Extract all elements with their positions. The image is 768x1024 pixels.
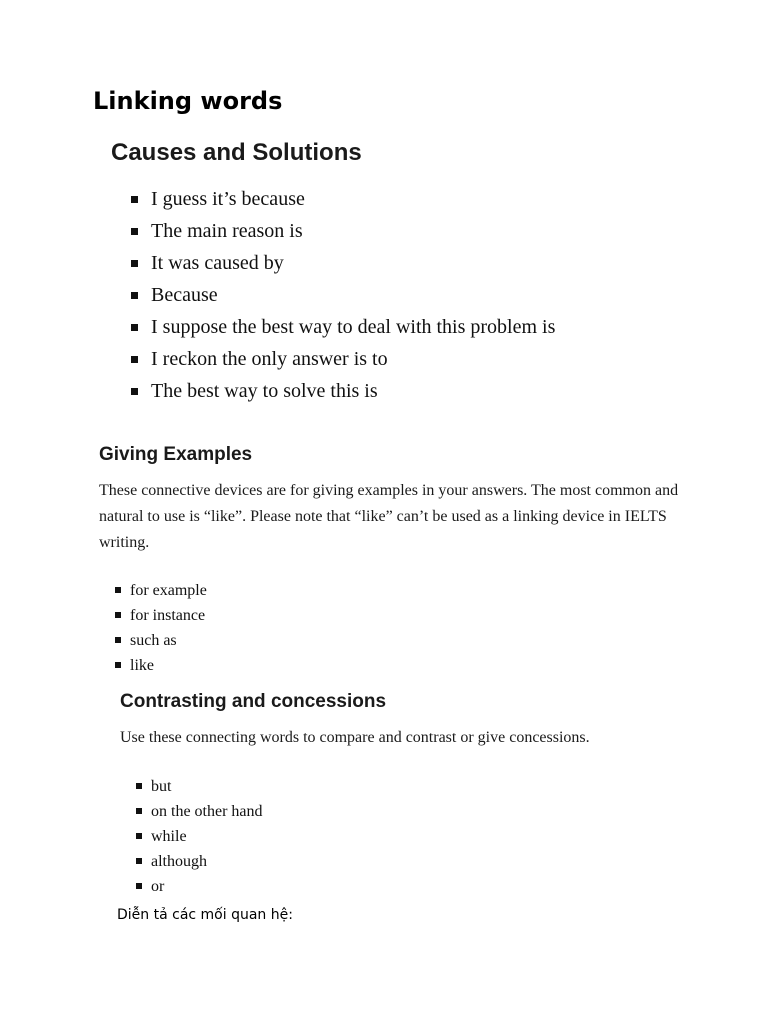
list-item (151, 874, 263, 899)
list-item-text: on the other hand (151, 803, 263, 820)
square-bullet-icon (136, 883, 142, 889)
giving-examples-list (130, 578, 207, 678)
list-item-text: like (130, 657, 154, 674)
square-bullet-icon (136, 783, 142, 789)
list-item (130, 603, 207, 628)
square-bullet-icon (115, 587, 121, 593)
list-item-text: I guess it’s because (151, 188, 305, 210)
list-item-text: I suppose the best way to deal with this problem is (151, 316, 556, 338)
giving-examples-heading: Giving Examples (99, 444, 253, 465)
relationships-caption: Diễn tả các mối quan hệ: (117, 907, 293, 923)
square-bullet-icon (131, 260, 138, 267)
list-item (151, 375, 555, 407)
list-item (151, 247, 555, 279)
square-bullet-icon (136, 833, 142, 839)
list-item (151, 215, 555, 247)
list-item-text: for example (130, 582, 207, 599)
list-item-text: The main reason is (151, 220, 303, 242)
list-item-text: The best way to solve this is (151, 380, 378, 402)
list-item-text: I reckon the only answer is to (151, 348, 388, 370)
list-item-text: for instance (130, 607, 206, 624)
list-item (130, 653, 207, 678)
square-bullet-icon (131, 196, 138, 203)
square-bullet-icon (136, 808, 142, 814)
page-title: Linking words (93, 87, 283, 115)
square-bullet-icon (115, 612, 121, 618)
square-bullet-icon (131, 324, 138, 331)
list-item (151, 311, 555, 343)
list-item-text: but (151, 778, 172, 795)
list-item-text: while (151, 828, 187, 845)
list-item (151, 279, 555, 311)
list-item (130, 628, 207, 653)
causes-solutions-list (151, 183, 555, 407)
list-item (151, 343, 555, 375)
giving-examples-paragraph: These connective devices are for giving examples in your answers. The most common and natural to use is “like”. Please note that “like” can’t be used as a linking device in IELTS writing. (99, 482, 679, 551)
square-bullet-icon (131, 356, 138, 363)
contrasting-heading: Contrasting and concessions (120, 691, 387, 712)
square-bullet-icon (131, 292, 138, 299)
list-item (151, 849, 263, 874)
list-item-text: such as (130, 632, 177, 649)
list-item (151, 774, 263, 799)
list-item-text: It was caused by (151, 252, 284, 274)
contrasting-paragraph: Use these connecting words to compare and contrast or give concessions. (120, 729, 590, 746)
list-item-text: or (151, 878, 165, 895)
square-bullet-icon (115, 637, 121, 643)
contrasting-list (151, 774, 263, 899)
list-item-text: Because (151, 284, 218, 306)
list-item (151, 799, 263, 824)
list-item (151, 183, 555, 215)
list-item (151, 824, 263, 849)
square-bullet-icon (131, 228, 138, 235)
list-item (130, 578, 207, 603)
square-bullet-icon (131, 388, 138, 395)
list-item-text: although (151, 853, 207, 870)
causes-solutions-heading: Causes and Solutions (111, 139, 362, 166)
square-bullet-icon (115, 662, 121, 668)
square-bullet-icon (136, 858, 142, 864)
